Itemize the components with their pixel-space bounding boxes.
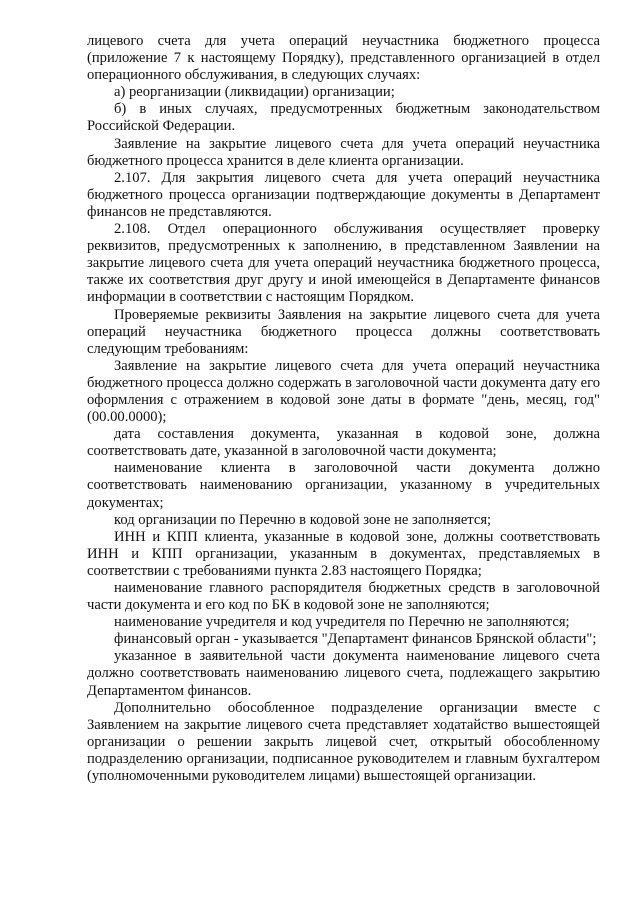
paragraph-3: б) в иных случаях, предусмотренных бюджетным законодательством Российской Федерации.	[87, 101, 600, 135]
paragraph-12: ИНН и КПП клиента, указанные в кодовой зоне, должны соответствовать ИНН и КПП организации, указанным в документах, представляемых в соответствии с требованиями пункта 2.83 настоящего Порядка;	[87, 528, 600, 579]
paragraph-1: лицевого счета для учета операций неучастника бюджетного процесса (приложение 7 к настоящему Порядку), представленного организацией в отдел операционного обслуживания, в следующих случаях:	[87, 33, 600, 84]
paragraph-13: наименование главного распорядителя бюджетных средств в заголовочной части документа и его код по БК в кодовой зоне не заполняются;	[87, 580, 600, 614]
paragraph-15: финансовый орган - указывается "Департамент финансов Брянской области";	[114, 631, 597, 648]
paragraph-10: наименование клиента в заголовочной части документа должно соответствовать наименованию организации, указанному в учредительных документах;	[87, 460, 600, 511]
paragraph-9: дата составления документа, указанная в кодовой зоне, должна соответствовать дате, указанной в заголовочной части документа;	[87, 426, 600, 460]
paragraph-6: 2.108. Отдел операционного обслуживания осуществляет проверку реквизитов, предусмотренных к заполнению, в представленном Заявлении на закрытие лицевого счета для учета операций неучастника бюджетного процесса, также их соответствия друг другу и иной имеющейся в Департаменте финансов информации в соответствии с настоящим Порядком.	[87, 221, 600, 306]
document-page	[87, 33, 600, 785]
paragraph-5: 2.107. Для закрытия лицевого счета для учета операций неучастника бюджетного процесса организации подтверждающие документы в Департамент финансов не представляются.	[87, 169, 600, 220]
paragraph-16: указанное в заявительной части документа наименование лицевого счета должно соответствовать наименованию лицевого счета, подлежащего закрытию Департаментом финансов.	[87, 648, 600, 699]
paragraph-11: код организации по Перечню в кодовой зоне не заполняется;	[114, 511, 492, 528]
paragraph-7: Проверяемые реквизиты Заявления на закрытие лицевого счета для учета операций неучастника бюджетного процесса должны соответствовать следующим требованиям:	[87, 306, 600, 357]
paragraph-4: Заявление на закрытие лицевого счета для учета операций неучастника бюджетного процесса хранится в деле клиента организации.	[87, 135, 600, 169]
paragraph-2: а) реорганизации (ликвидации) организации;	[114, 84, 395, 101]
paragraph-17: Дополнительно обособленное подразделение организации вместе с Заявлением на закрытие лицевого счета представляет ходатайство вышестоящей организации о решении закрыть лицевой счет, открытый обособленному подразделению организации, подписанное руководителем и главным бухгалтером (уполномоченными руководителем лицами) вышестоящей организации.	[87, 699, 600, 785]
paragraph-8: Заявление на закрытие лицевого счета для учета операций неучастника бюджетного процесса должно содержать в заголовочной части документа дату его оформления с отражением в кодовой зоне даты в формате "день, месяц, год" (00.00.0000);	[87, 357, 600, 426]
paragraph-14: наименование учредителя и код учредителя по Перечню не заполняются;	[114, 614, 570, 631]
